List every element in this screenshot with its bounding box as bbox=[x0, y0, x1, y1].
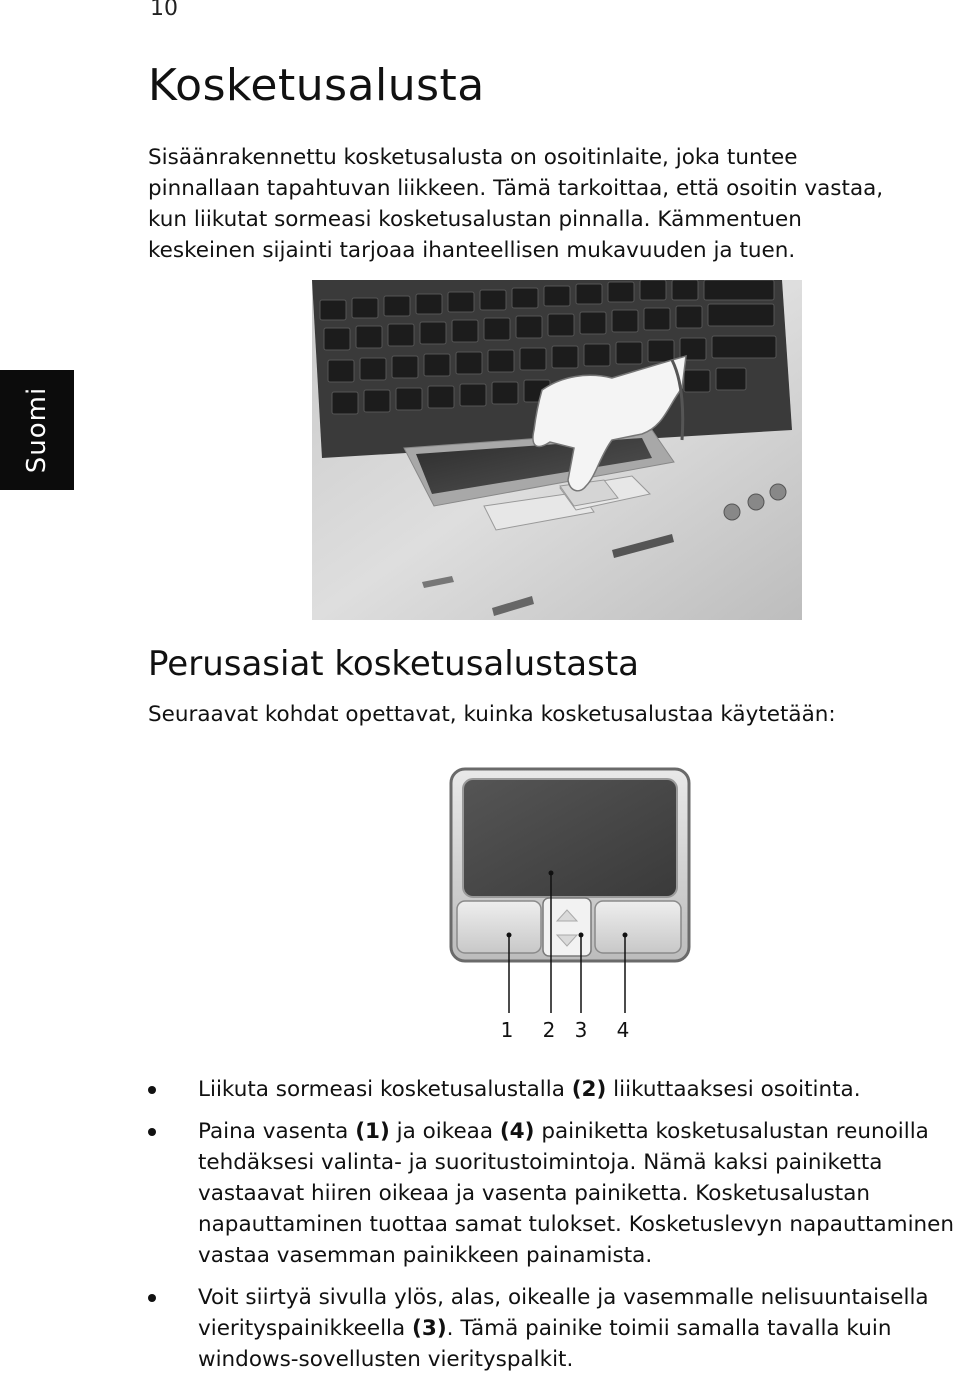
scroll-button bbox=[543, 898, 591, 956]
section-heading: Perusasiat kosketusalustasta bbox=[148, 644, 639, 684]
laptop-touchpad-photo bbox=[312, 280, 802, 620]
intro-paragraph: Sisäänrakennettu kosketusalusta on osoitinlaite, joka tuntee pinnallaan tapahtuvan liikkeen. Tämä tarkoittaa, että osoitin vastaa, kun liikutat sormeasi kosketusalustan pinnalla. Kämmentuen keskeinen sijainti tarjoaa ihanteellisen mukavuuden ja tuen. bbox=[148, 145, 884, 263]
bullet-item: Voit siirtyä sivulla ylös, alas, oikealle ja vasemmalle nelisuuntaisella vierityspainikkeella (3). Tämä painike toimii samalla tavalla kuin windows-sovellusten vierityspalkit. bbox=[148, 1282, 958, 1375]
bullet-item: Paina vasenta (1) ja oikeaa (4) painiketta kosketusalustan reunoilla tehdäksesi valinta- ja suoritustoimintoja. Nämä kaksi painiketta vastaavat hiiren oikeaa ja vasenta painiketta. Kosketusalustan napauttaminen tuottaa samat tulokset. Kosketuslevyn napauttaminen vastaa vasemman painikkeen painamista. bbox=[148, 1116, 958, 1271]
callout-3: 3 bbox=[574, 1018, 588, 1042]
callout-2: 2 bbox=[542, 1018, 556, 1042]
touchpad-diagram bbox=[445, 765, 695, 1050]
section-lead: Seuraavat kohdat opettavat, kuinka kosketusalustaa käytetään: bbox=[148, 702, 836, 727]
touchpad-surface bbox=[463, 779, 677, 897]
bullet-dot bbox=[148, 1128, 156, 1136]
bullet-dot bbox=[148, 1294, 156, 1302]
page-number: 10 bbox=[150, 0, 178, 21]
right-button bbox=[595, 901, 681, 953]
language-tab bbox=[0, 370, 74, 490]
callout-4: 4 bbox=[616, 1018, 630, 1042]
bullet-dot bbox=[148, 1086, 156, 1094]
page-title: Kosketusalusta bbox=[148, 60, 485, 111]
left-button bbox=[457, 901, 541, 953]
usage-bullet-list bbox=[148, 1074, 958, 1386]
bullet-item: Liikuta sormeasi kosketusalustalla (2) liikuttaaksesi osoitinta. bbox=[148, 1074, 958, 1105]
callout-1: 1 bbox=[500, 1018, 514, 1042]
language-tab-label: Suomi bbox=[22, 386, 52, 474]
